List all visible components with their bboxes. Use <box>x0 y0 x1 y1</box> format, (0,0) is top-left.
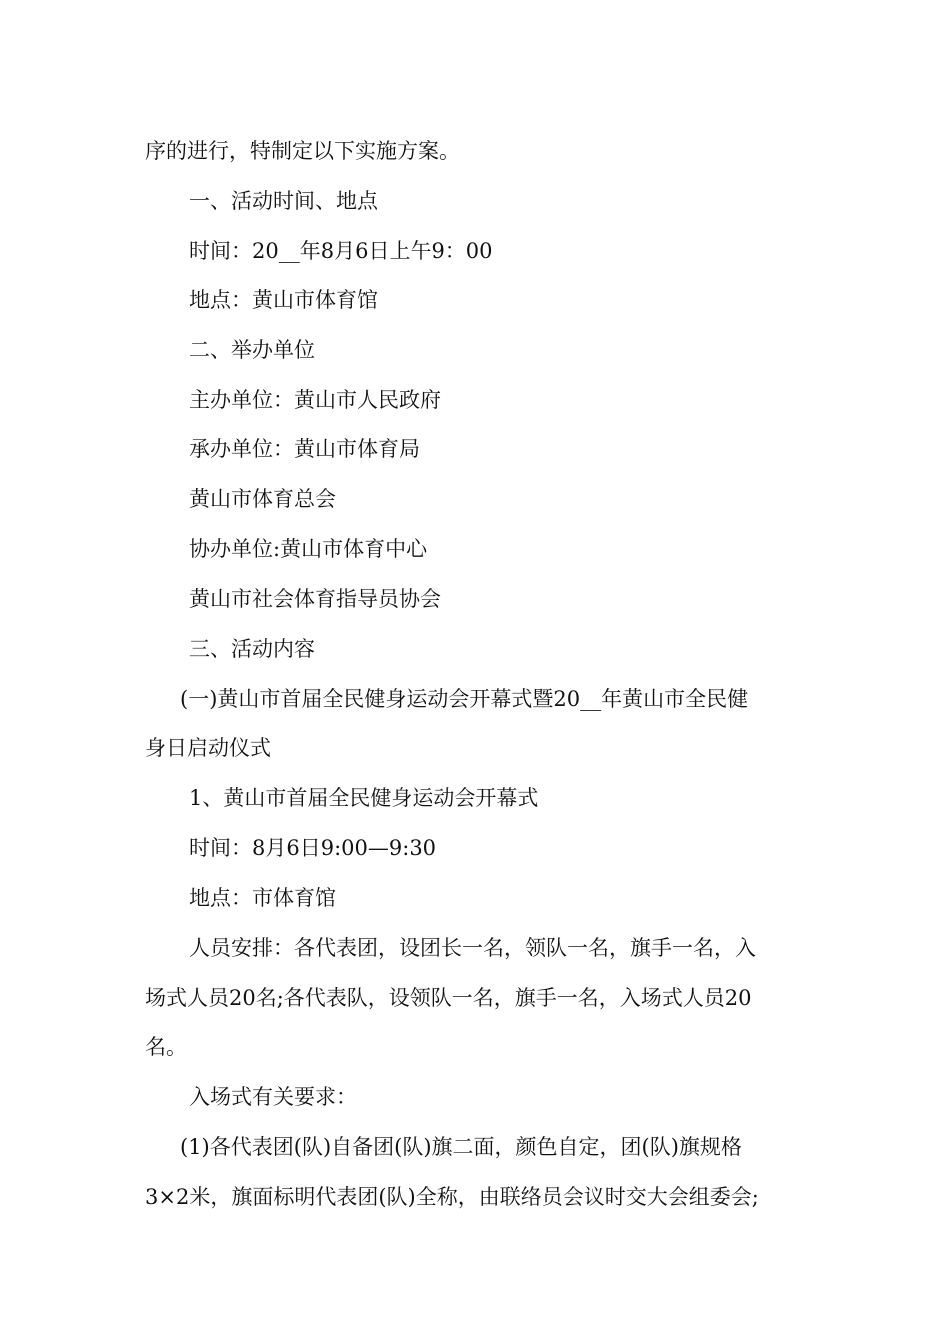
text-line: (1)各代表团(队)自备团(队)旗二面，颜色自定，团(队)旗规格 <box>180 1135 742 1159</box>
section-heading: 一、活动时间、地点 <box>189 189 378 213</box>
text-line: 时间：20__年8月6日上午9：00 <box>189 239 493 263</box>
text-line: 地点：市体育馆 <box>189 886 336 910</box>
section-heading: 二、举办单位 <box>189 338 315 362</box>
text-line: (一)黄山市首届全民健身运动会开幕式暨20__年黄山市全民健 <box>180 687 749 711</box>
text-line: 人员安排：各代表团，设团长一名，领队一名，旗手一名，入 <box>189 936 756 960</box>
text-line: 名。 <box>145 1035 187 1059</box>
text-line: 3×2米，旗面标明代表团(队)全称，由联络员会议时交大会组委会; <box>145 1185 759 1209</box>
text-line: 地点：黄山市体育馆 <box>189 288 378 312</box>
text-line: 黄山市体育总会 <box>189 487 336 511</box>
text-line: 场式人员20名;各代表队，设领队一名，旗手一名，入场式人员20 <box>145 986 752 1010</box>
text-line: 身日启动仪式 <box>145 736 271 760</box>
text-line: 主办单位：黄山市人民政府 <box>189 388 441 412</box>
text-line: 入场式有关要求： <box>189 1085 357 1109</box>
text-line: 协办单位:黄山市体育中心 <box>189 537 428 561</box>
text-line: 时间：8月6日9:00—9:30 <box>189 836 437 860</box>
subsection-heading: 1、黄山市首届全民健身运动会开幕式 <box>189 786 539 810</box>
text-line: 序的进行，特制定以下实施方案。 <box>145 139 460 163</box>
section-heading: 三、活动内容 <box>189 637 315 661</box>
text-line: 承办单位：黄山市体育局 <box>189 437 420 461</box>
text-line: 黄山市社会体育指导员协会 <box>189 587 441 611</box>
